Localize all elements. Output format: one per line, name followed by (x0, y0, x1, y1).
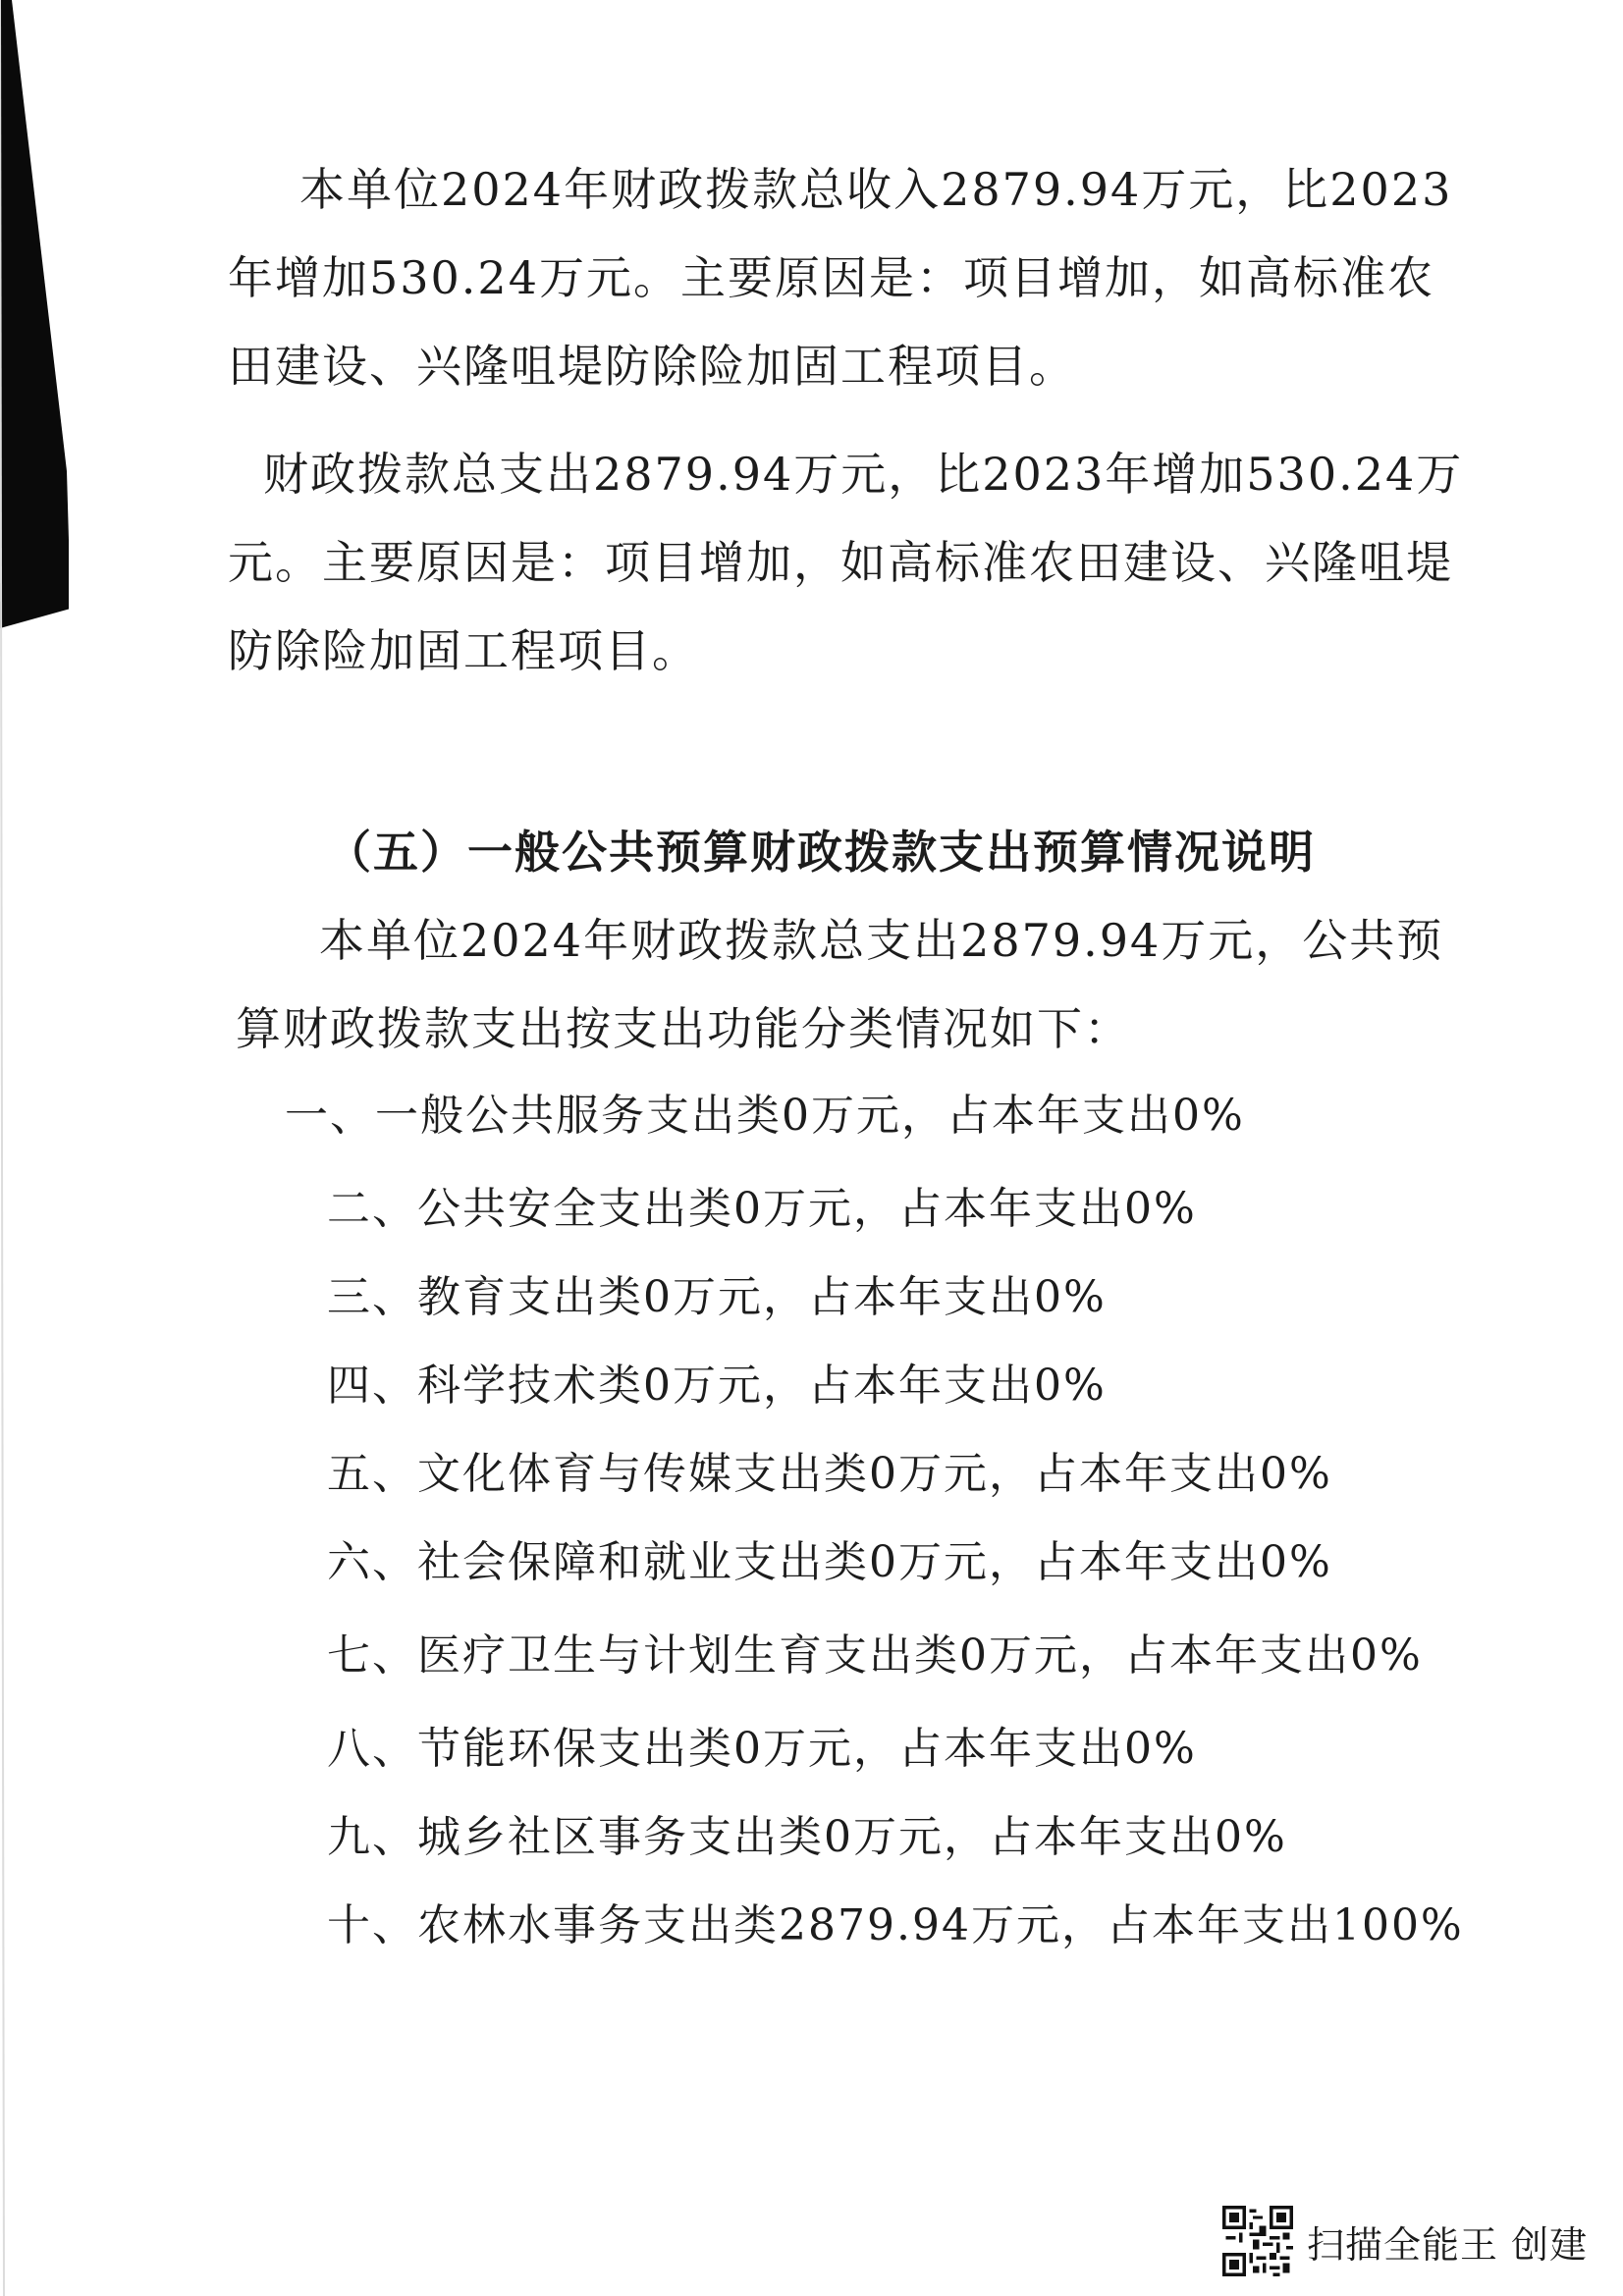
intro-paragraph-line-2: 算财政拨款支出按支出功能分类情况如下： (236, 1002, 1131, 1055)
income-paragraph-line-3: 田建设、兴隆咀堤防除险加固工程项目。 (228, 340, 1076, 393)
scan-edge-shadow (0, 0, 69, 2296)
expenditure-paragraph-line-3: 防除险加固工程项目。 (228, 624, 699, 677)
list-item: 十、农林水事务支出类2879.94万元，占本年支出100% (327, 1900, 1464, 1950)
list-item: 九、城乡社区事务支出类0万元，占本年支出0% (327, 1812, 1287, 1862)
list-item: 五、文化体育与传媒支出类0万元，占本年支出0% (327, 1449, 1332, 1499)
expenditure-paragraph-line-2: 元。主要原因是：项目增加，如高标准农田建设、兴隆咀堤 (228, 536, 1453, 589)
intro-paragraph-line-1: 本单位2024年财政拨款总支出2879.94万元，公共预 (319, 914, 1444, 967)
list-item: 三、教育支出类0万元，占本年支出0% (327, 1272, 1107, 1322)
section-heading: （五）一般公共预算财政拨款支出预算情况说明 (326, 826, 1316, 879)
scanner-watermark (1222, 2202, 1588, 2280)
list-item: 八、节能环保支出类0万元，占本年支出0% (327, 1724, 1197, 1774)
list-item: 二、公共安全支出类0万元，占本年支出0% (327, 1184, 1197, 1234)
income-paragraph-line-2: 年增加530.24万元。主要原因是：项目增加，如高标准农 (228, 251, 1434, 304)
income-paragraph-line-1: 本单位2024年财政拨款总收入2879.94万元，比2023 (299, 163, 1453, 216)
qr-code-icon (1222, 2206, 1293, 2276)
list-item: 七、医疗卫生与计划生育支出类0万元，占本年支出0% (327, 1630, 1423, 1681)
list-item: 六、社会保障和就业支出类0万元，占本年支出0% (327, 1537, 1332, 1587)
list-item: 一、一般公共服务支出类0万元，占本年支出0% (285, 1091, 1245, 1141)
expenditure-paragraph-line-1: 财政拨款总支出2879.94万元，比2023年增加530.24万 (263, 448, 1464, 501)
watermark-text: 扫描全能王 创建 (1307, 2222, 1589, 2267)
list-item: 四、科学技术类0万元，占本年支出0% (327, 1361, 1107, 1411)
